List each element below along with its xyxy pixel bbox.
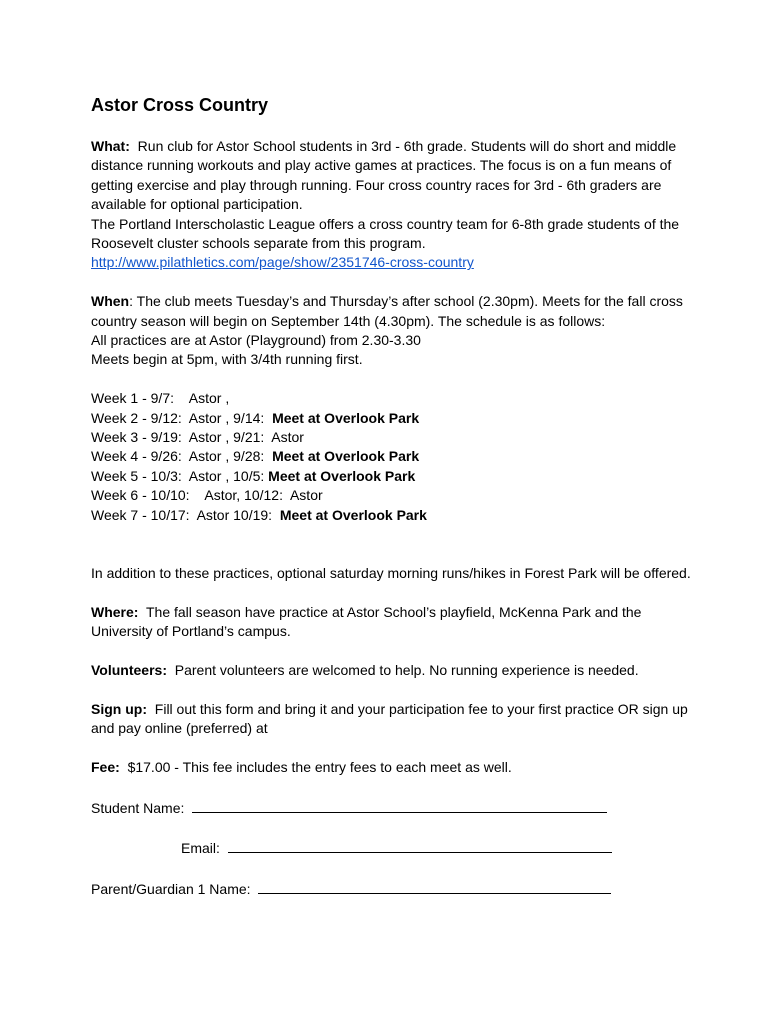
schedule-week: Week 1 - 9/7: Astor ,	[91, 390, 230, 407]
when-section	[91, 292, 691, 370]
schedule-meet: Meet at Overlook Park	[272, 448, 420, 465]
parent-name-label: Parent/Guardian 1 Name:	[91, 881, 251, 898]
signup-form	[91, 797, 691, 900]
schedule-week: Week 7 - 10/17: Astor 10/19:	[91, 506, 280, 523]
when-text: : The club meets Tuesday’s and Thursday’s after school (2.30pm). Meets for the fall cross country season will begin on September 14th (4.30pm). The schedule is as follows:	[91, 293, 683, 329]
volunteers-paragraph	[91, 661, 691, 680]
when-label: When	[91, 293, 130, 310]
addition-paragraph: In addition to these practices, optional saturday morning runs/hikes in Forest Park will be offered.	[91, 564, 691, 581]
student-name-line[interactable]	[192, 797, 607, 813]
schedule-list	[91, 389, 691, 525]
schedule-meet: Meet at Overlook Park	[279, 506, 427, 523]
student-name-row	[91, 797, 691, 818]
volunteers-text: Parent volunteers are welcomed to help. No running experience is needed.	[174, 661, 639, 678]
schedule-row	[91, 428, 691, 447]
schedule-week: Week 3 - 9/19: Astor , 9/21: Astor	[91, 429, 304, 446]
schedule-row	[91, 506, 691, 525]
pil-link[interactable]: http://www.pilathletics.com/page/show/2351746-cross-country	[91, 254, 474, 271]
signup-label: Sign up:	[91, 700, 147, 717]
document-title: Astor Cross Country	[91, 95, 269, 115]
where-label: Where:	[91, 603, 139, 620]
what-section	[91, 137, 691, 273]
schedule-meet: Meet at Overlook Park	[272, 409, 420, 426]
schedule-week: Week 2 - 9/12: Astor , 9/14:	[91, 409, 273, 426]
schedule-row	[91, 447, 691, 466]
email-line[interactable]	[228, 837, 612, 853]
where-text: The fall season have practice at Astor School’s playfield, McKenna Park and the University of Portland’s campus.	[91, 603, 642, 640]
fee-paragraph	[91, 758, 691, 777]
fee-label: Fee:	[91, 758, 120, 775]
where-paragraph	[91, 603, 691, 642]
schedule-week: Week 6 - 10/10: Astor, 10/12: Astor	[91, 487, 323, 504]
schedule-row	[91, 467, 691, 486]
what-label: What:	[91, 138, 130, 154]
schedule-week: Week 5 - 10/3: Astor , 10/5:	[91, 467, 269, 484]
signup-text: Fill out this form and bring it and your participation fee to your first practice OR sign up and pay online (preferred) at	[91, 700, 688, 737]
schedule-row	[91, 409, 691, 428]
schedule-row	[91, 389, 691, 408]
meet-start: Meets begin at 5pm, with 3/4th running first.	[91, 351, 363, 368]
parent-name-line[interactable]	[258, 878, 611, 894]
schedule-week: Week 4 - 9/26: Astor , 9/28:	[91, 448, 273, 465]
practice-location: All practices are at Astor (Playground) from 2.30-3.30	[91, 332, 421, 349]
what-paragraph	[91, 137, 691, 215]
schedule-row	[91, 486, 691, 505]
pil-paragraph: The Portland Interscholastic League offers a cross country team for 6-8th grade students of the Roosevelt cluster schools separate from this program.	[91, 215, 680, 252]
signup-paragraph	[91, 700, 691, 739]
parent-name-row	[91, 878, 691, 899]
email-row	[91, 837, 691, 858]
email-label: Email:	[181, 840, 220, 857]
student-name-label: Student Name:	[91, 799, 185, 816]
volunteers-label: Volunteers:	[91, 661, 167, 678]
when-paragraph	[91, 292, 691, 331]
schedule-meet: Meet at Overlook Park	[268, 467, 416, 484]
fee-text: $17.00 - This fee includes the entry fees to each meet as well.	[127, 758, 512, 775]
document-body	[91, 94, 691, 900]
what-text: Run club for Astor School students in 3rd - 6th grade. Students will do short and middle distance running workouts and play active games at practices. The focus is on a fun means of getting exercise and play through running. Four cross country races for 3rd - 6th graders are available for optional participation.	[91, 138, 677, 213]
